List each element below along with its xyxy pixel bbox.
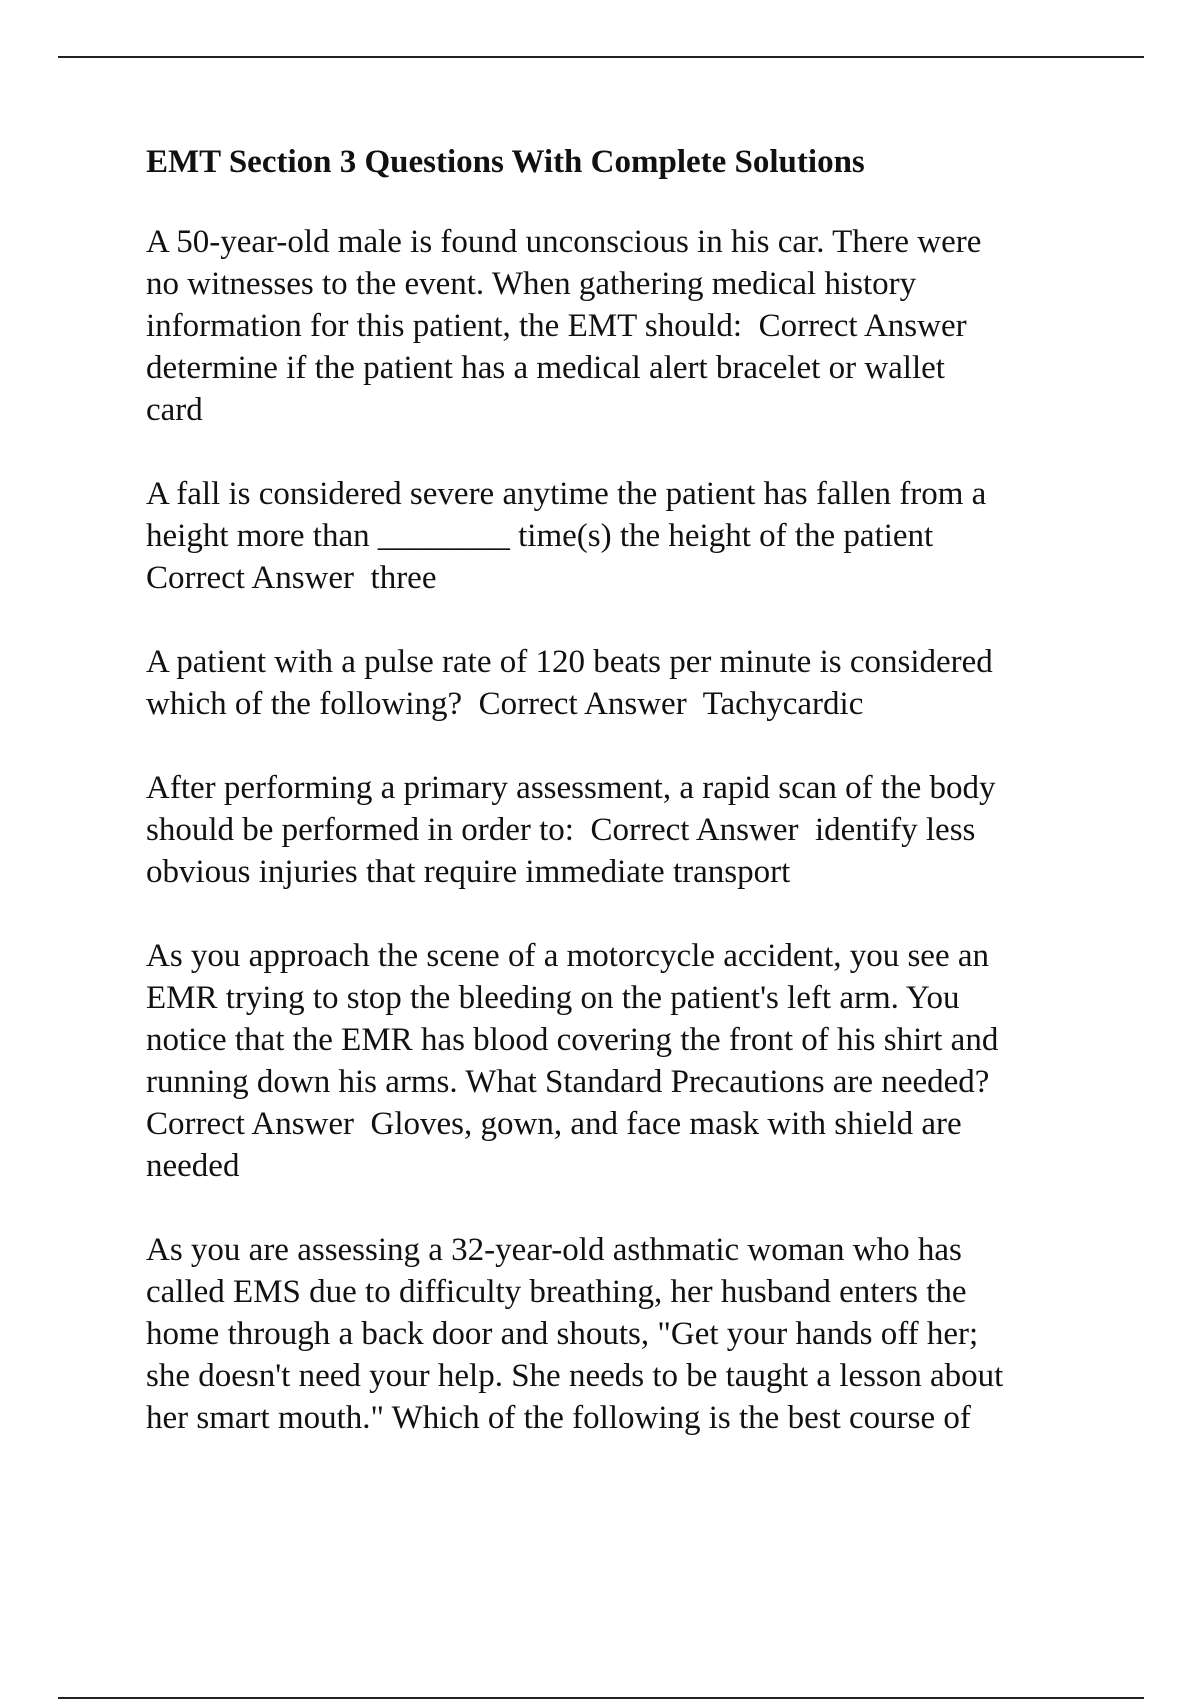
text-line: A fall is considered severe anytime the patient has fallen from a (146, 476, 987, 512)
text-line: she doesn't need your help. She needs to be taught a lesson about (146, 1358, 1004, 1394)
qa-paragraph-6 (146, 1229, 1106, 1439)
text-line: called EMS due to difficulty breathing, her husband enters the (146, 1274, 967, 1310)
text-line: As you approach the scene of a motorcycle accident, you see an (146, 938, 989, 974)
text-line: After performing a primary assessment, a rapid scan of the body (146, 770, 996, 806)
text-line: height more than ________ time(s) the height of the patient (146, 518, 934, 554)
text-line: Correct Answer Gloves, gown, and face mask with shield are (146, 1106, 962, 1142)
text-line: Correct Answer three (146, 560, 437, 596)
text-line: information for this patient, the EMT should: Correct Answer (146, 308, 967, 344)
qa-paragraph-5 (146, 935, 1106, 1187)
text-line: obvious injuries that require immediate transport (146, 854, 791, 890)
text-line: which of the following? Correct Answer Tachycardic (146, 686, 864, 722)
text-line: needed (146, 1148, 240, 1184)
qa-paragraph-3 (146, 641, 1106, 725)
text-line: determine if the patient has a medical alert bracelet or wallet (146, 350, 945, 386)
text-line: A 50-year-old male is found unconscious in his car. There were (146, 224, 982, 260)
text-line: A patient with a pulse rate of 120 beats per minute is considered (146, 644, 993, 680)
top-rule (58, 56, 1144, 58)
text-line: her smart mouth." Which of the following is the best course of (146, 1400, 971, 1436)
bottom-rule (58, 1697, 1144, 1699)
text-line: EMR trying to stop the bleeding on the patient's left arm. You (146, 980, 960, 1016)
text-line: should be performed in order to: Correct Answer identify less (146, 812, 976, 848)
document-body (146, 141, 1106, 1481)
qa-paragraph-1 (146, 221, 1106, 431)
qa-paragraph-2 (146, 473, 1106, 599)
text-line: home through a back door and shouts, "Get your hands off her; (146, 1316, 979, 1352)
document-title: EMT Section 3 Questions With Complete Solutions (146, 144, 865, 180)
text-line: notice that the EMR has blood covering the front of his shirt and (146, 1022, 999, 1058)
text-line: no witnesses to the event. When gathering medical history (146, 266, 917, 302)
text-line: card (146, 392, 203, 428)
qa-paragraph-4 (146, 767, 1106, 893)
text-line: As you are assessing a 32-year-old asthmatic woman who has (146, 1232, 962, 1268)
text-line: running down his arms. What Standard Precautions are needed? (146, 1064, 990, 1100)
